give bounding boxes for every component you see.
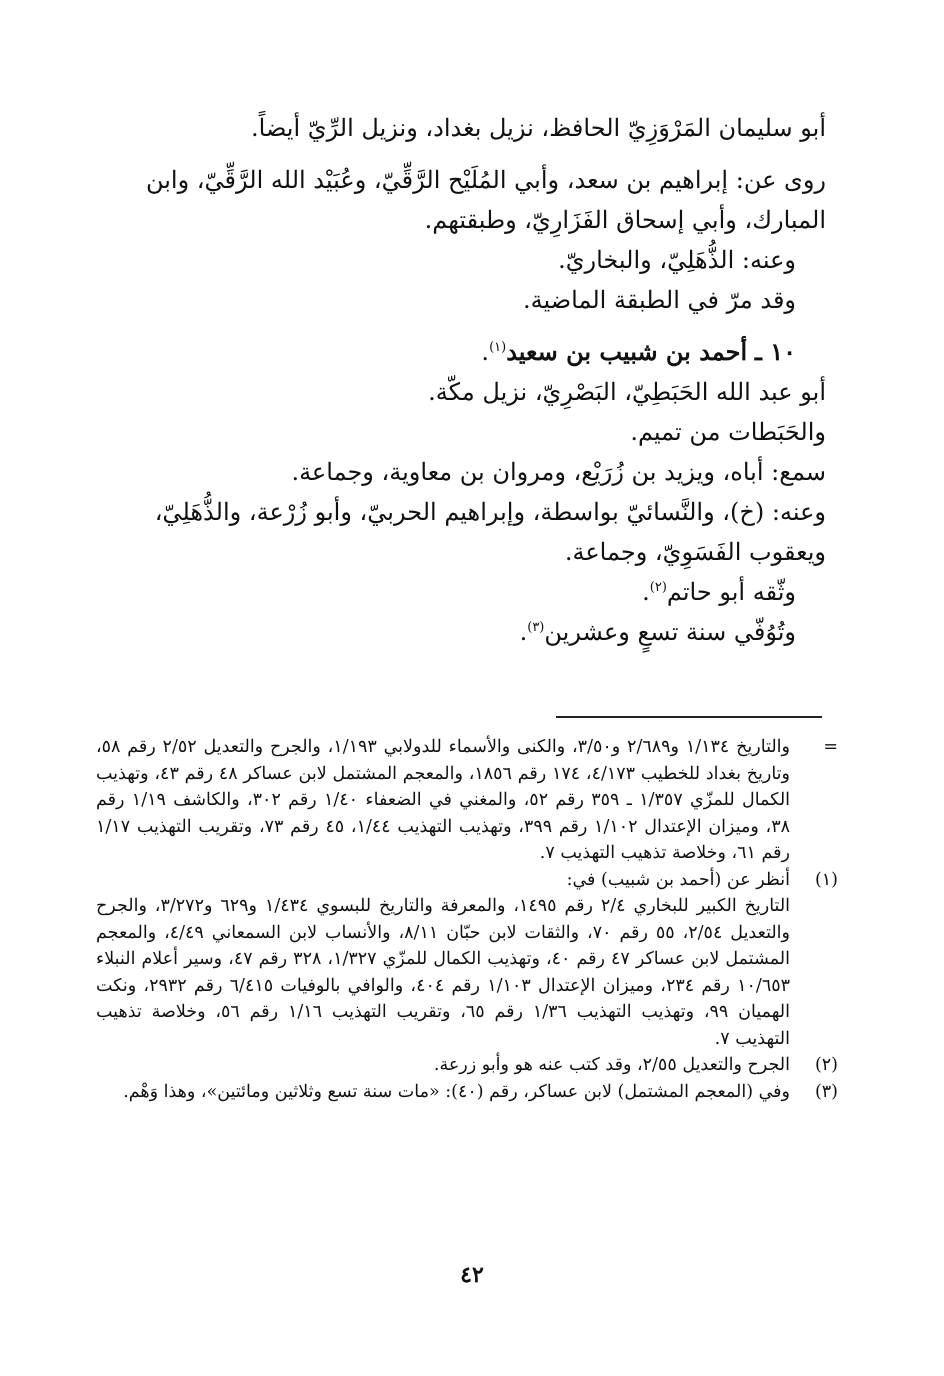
- footnote-marker: (٢): [814, 1055, 838, 1075]
- text-line: وعنه: الذُّهَلِيّ، والبخاريّ.: [558, 246, 796, 274]
- end-mark: .: [642, 578, 650, 606]
- death-line: [96, 612, 826, 652]
- text-line: أبو عبد الله الحَبَطِيّ، البَصْرِيّ، نزيل مكّة.: [428, 378, 826, 406]
- text-line: روى عن: إبراهيم بن سعد، وأبي المُلَيْح الرَّقِّيّ، وعُبَيْد الله الرَّقِّيّ، وابن المبارك، وأبي إسحاق الفَزَارِيّ، وطبقتهم.: [145, 166, 826, 234]
- text-line: وقد مرّ في الطبقة الماضية.: [523, 286, 796, 314]
- footnote-marker: =: [823, 737, 838, 757]
- footnote-text: وفي (المعجم المشتمل) لابن عساكر، رقم (٤٠): «مات سنة تسع وثلاثين ومائتين»، وهذا وَهْم.: [123, 1081, 790, 1102]
- death-text: وتُوُفّي سنة تسعٍ وعشرين: [544, 618, 796, 646]
- footnote-text: التاريخ الكبير للبخاري ٢/٤ رقم ١٤٩٥، والمعرفة والتاريخ للبسوي ١/٤٣٤ و٦٢٩ و٣/٢٧٢، والجرح والتعديل ٢/٥٤، ٥٥ رقم ٧٠، والثقات لابن حبّان ٨/١١، والأنساب لابن السمعاني ٤/٤٩، والمعجم المشتمل لابن عساكر ٤٧ رقم ٤٠، وتهذيب الكمال للمزّي ١/٣٢٧، ٣٢٨ رقم ٤٧، وسير أعلام النبلاء ١٠/٦٥٣ رقم ٢٣٤، وميزان الإعتدال ١/١٠٣ رقم ٤٠٤، والوافي بالوفيات ٦/٤١٥ رقم ٢٩٣٢، ونكت الهميان ٩٩، وتهذيب التهذيب ١/٣٦ رقم ٦٥، وتقريب التهذيب ١/١٦ رقم ٥٦، وخلاصة تذهيب التهذيب ٧.: [96, 896, 791, 1049]
- entry-heading: [96, 332, 826, 372]
- end-mark: .: [481, 338, 490, 366]
- footnote-1: [96, 867, 838, 1053]
- footnote-text: والتاريخ ١/١٣٤ و٢/٦٨٩ و٣/٥٠، والكنى والأسماء للدولابي ١/١٩٣، والجرح والتعديل ٢/٥٢ رقم ٥٨، وتاريخ بغداد للخطيب ٤/١٧٣، ١٧٤ رقم ١٨٥٦، والمعجم المشتمل لابن عساكر ٤٨ رقم ٤٣، وتهذيب الكمال للمزّي ١/٣٥٧ ـ ٣٥٩ رقم ٥٢، والمغني في الضعفاء ١/٤٠ رقم ٣٠٢، والكاشف ١/١٩ رقم ٣٨، وميزان الإعتدال ١/١٠٢ رقم ٣٩٩، وتهذيب التهذيب ١/٤٤، ٤٥ رقم ٧٣، وتقريب التهذيب ١/١٧ رقم ٦١، وخلاصة تذهيب التهذيب ٧.: [96, 737, 791, 863]
- text-line: أبو سليمان المَرْوَزِيّ الحافظ، نزيل بغداد، ونزيل الرِّيّ أيضاً.: [251, 114, 826, 142]
- footnote-body: [96, 1052, 790, 1079]
- text-line: وعنه: (خ)، والنَّسائيّ بواسطة، وإبراهيم الحربيّ، وأبو زُرْعة، والذُّهَلِيّ، ويعقوب الفَسَوِيّ، وجماعة.: [154, 498, 826, 566]
- trust-text: وثّقه أبو حاتم: [666, 578, 796, 606]
- footnote-ref: (٢): [649, 580, 667, 595]
- text-line: والحَبَطات من تميم.: [630, 418, 826, 446]
- footnote-body: [96, 734, 790, 867]
- entry-number: ١٠ ـ: [754, 337, 796, 366]
- text-line: سمع: أباه، ويزيد بن زُرَيْع، ومروان بن معاوية، وجماعة.: [291, 458, 826, 486]
- footnote-text: الجرح والتعديل ٢/٥٥، وقد كتب عنه هو وأبو زرعة.: [433, 1055, 790, 1075]
- footnote-separator: [556, 716, 822, 718]
- footnote-ref: (١): [489, 340, 507, 355]
- page-number: ٤٢: [460, 1262, 484, 1288]
- end-mark: .: [519, 618, 528, 646]
- trust-line: [96, 572, 826, 612]
- footnote-ref: (٣): [527, 620, 545, 635]
- footnote-continuation: [96, 734, 838, 867]
- main-text: [96, 108, 826, 652]
- footnote-text: أنظر عن (أحمد بن شبيب) في:: [566, 869, 790, 890]
- footnote-marker: (١): [814, 869, 838, 890]
- footnote-body: [96, 1079, 790, 1106]
- footnote-3: [96, 1079, 838, 1106]
- footnote-body: [96, 867, 790, 1053]
- footnotes: [96, 734, 838, 1105]
- footnote-marker: (٣): [814, 1081, 838, 1102]
- entry-name: أحمد بن شبيب بن سعيد: [506, 337, 748, 366]
- footnote-2: [96, 1052, 838, 1079]
